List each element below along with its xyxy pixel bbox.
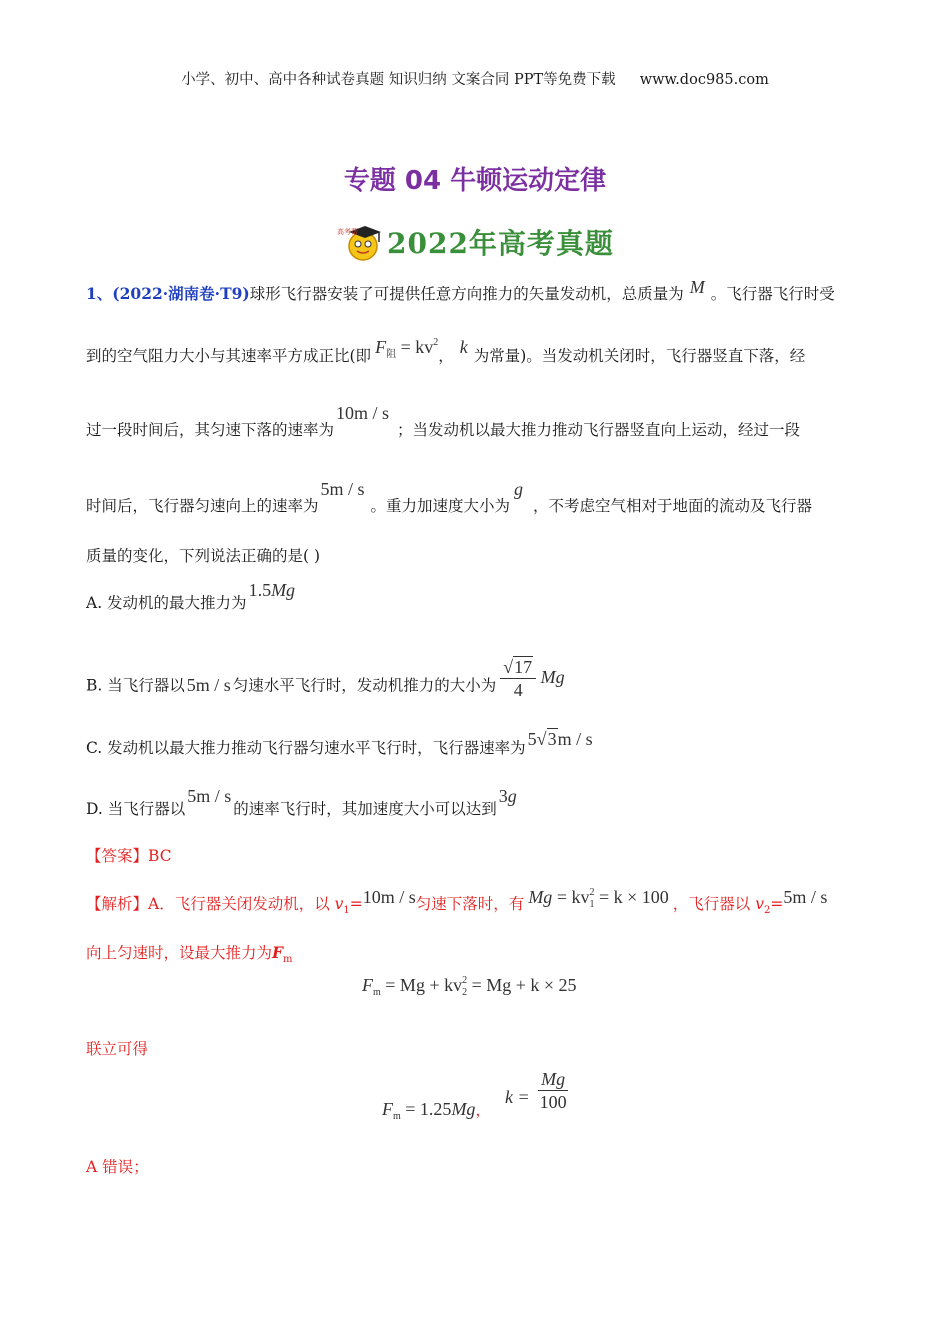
- equation-max-thrust: $F_m = Mg + kv_2^2 = Mg + k \times 25$: [362, 975, 577, 998]
- math-speed-5-d: 5m / s: [187, 786, 232, 806]
- question-source: (2022·湖南卷·T9): [112, 284, 250, 303]
- answer-value: BC: [148, 847, 172, 865]
- math-k: k: [459, 337, 468, 357]
- header-website: www.doc985.com: [639, 72, 769, 88]
- banner-text: 2022年高考真题: [387, 227, 614, 260]
- analysis-line-2: 向上匀速时，设最大推力为$F_m$: [86, 943, 293, 965]
- option-c: C. 发动机以最大推力推动飞行器匀速水平飞行时，飞行器速率为 5√3m / s: [86, 729, 593, 757]
- math-M: M: [689, 277, 705, 297]
- math-v1-speed: 10m / s: [362, 887, 416, 907]
- math-speed-10: 10m / s: [336, 403, 390, 423]
- math-g: g: [514, 479, 524, 499]
- question-line-3: 过一段时间后，其匀速下落的速率为10m / s；当发动机以最大推力推动飞行器竖直向上运动，经过一段: [86, 403, 801, 439]
- graduate-mascot-icon: [335, 220, 383, 264]
- math-option-b-fraction: $\frac{√17}{4}$ Mg: [500, 667, 564, 687]
- question-line-4: 时间后，飞行器匀速向上的速率为5m / s。重力加速度大小为g，不考虑空气相对于地面的流动及飞行器: [86, 479, 813, 515]
- question-line-5: 质量的变化，下列说法正确的是( ): [86, 547, 321, 565]
- analysis-label: 【解析】: [86, 895, 149, 913]
- question-line-1: 1、(2022·湖南卷·T9)球形飞行器安装了可提供任意方向推力的矢量发动机，总质量为 M 。飞行器飞行时受: [86, 277, 835, 303]
- banner: [335, 220, 614, 264]
- math-option-a: 1.5Mg: [248, 580, 296, 600]
- page-title: 专题 04 牛顿运动定律: [343, 166, 607, 196]
- equation-results: $F_m = 1.25Mg_,$ k = $\frac{Mg}{100}$: [382, 1069, 567, 1122]
- option-d: D. 当飞行器以5m / s的速率飞行时，其加速度大小可以达到3g: [86, 786, 517, 818]
- question-line-2: 到的空气阻力大小与其速率平方成正比(即 $F_阻 = kv^2$， k 为常量)。当发动机关闭时，飞行器竖直下落，经: [86, 337, 806, 365]
- math-equilibrium-eq: $Mg = kv_1^2 = k \times 100$: [528, 887, 669, 910]
- page-header: [0, 68, 950, 89]
- analysis-conclusion: A 错误；: [86, 1158, 149, 1176]
- analysis-line-1: 【解析】A．飞行器关闭发动机，以 $v_1=10m / s$匀速下落时，有 $Mg = kv_1^2 = k \times 100$ ，飞行器以 $v_2=5m / s$: [86, 887, 828, 916]
- math-speed-5: 5m / s: [320, 479, 365, 499]
- analysis-combine-text: 联立可得: [86, 1040, 149, 1058]
- math-option-d: 3g: [498, 786, 517, 806]
- math-v2-speed: 5m / s: [783, 887, 828, 907]
- header-left-text: 小学、初中、高中各种试卷真题 知识归纳 文案合同 PPT等免费下载: [181, 72, 616, 88]
- svg-text:高考帮: 高考帮: [337, 228, 358, 236]
- question-number: 1、: [86, 284, 113, 303]
- option-a: A. 发动机的最大推力为1.5Mg: [86, 580, 296, 612]
- math-speed-5-b: 5m / s: [186, 674, 231, 695]
- option-b: B. 当飞行器以 5m / s 匀速水平飞行时，发动机推力的大小为 $\frac{√17}{4}$ Mg: [86, 657, 565, 700]
- answer: [86, 844, 172, 866]
- math-drag-formula: $F_阻 = kv^2$: [375, 337, 439, 360]
- math-option-c: 5√3m / s: [527, 729, 593, 749]
- answer-label: 【答案】: [86, 847, 149, 865]
